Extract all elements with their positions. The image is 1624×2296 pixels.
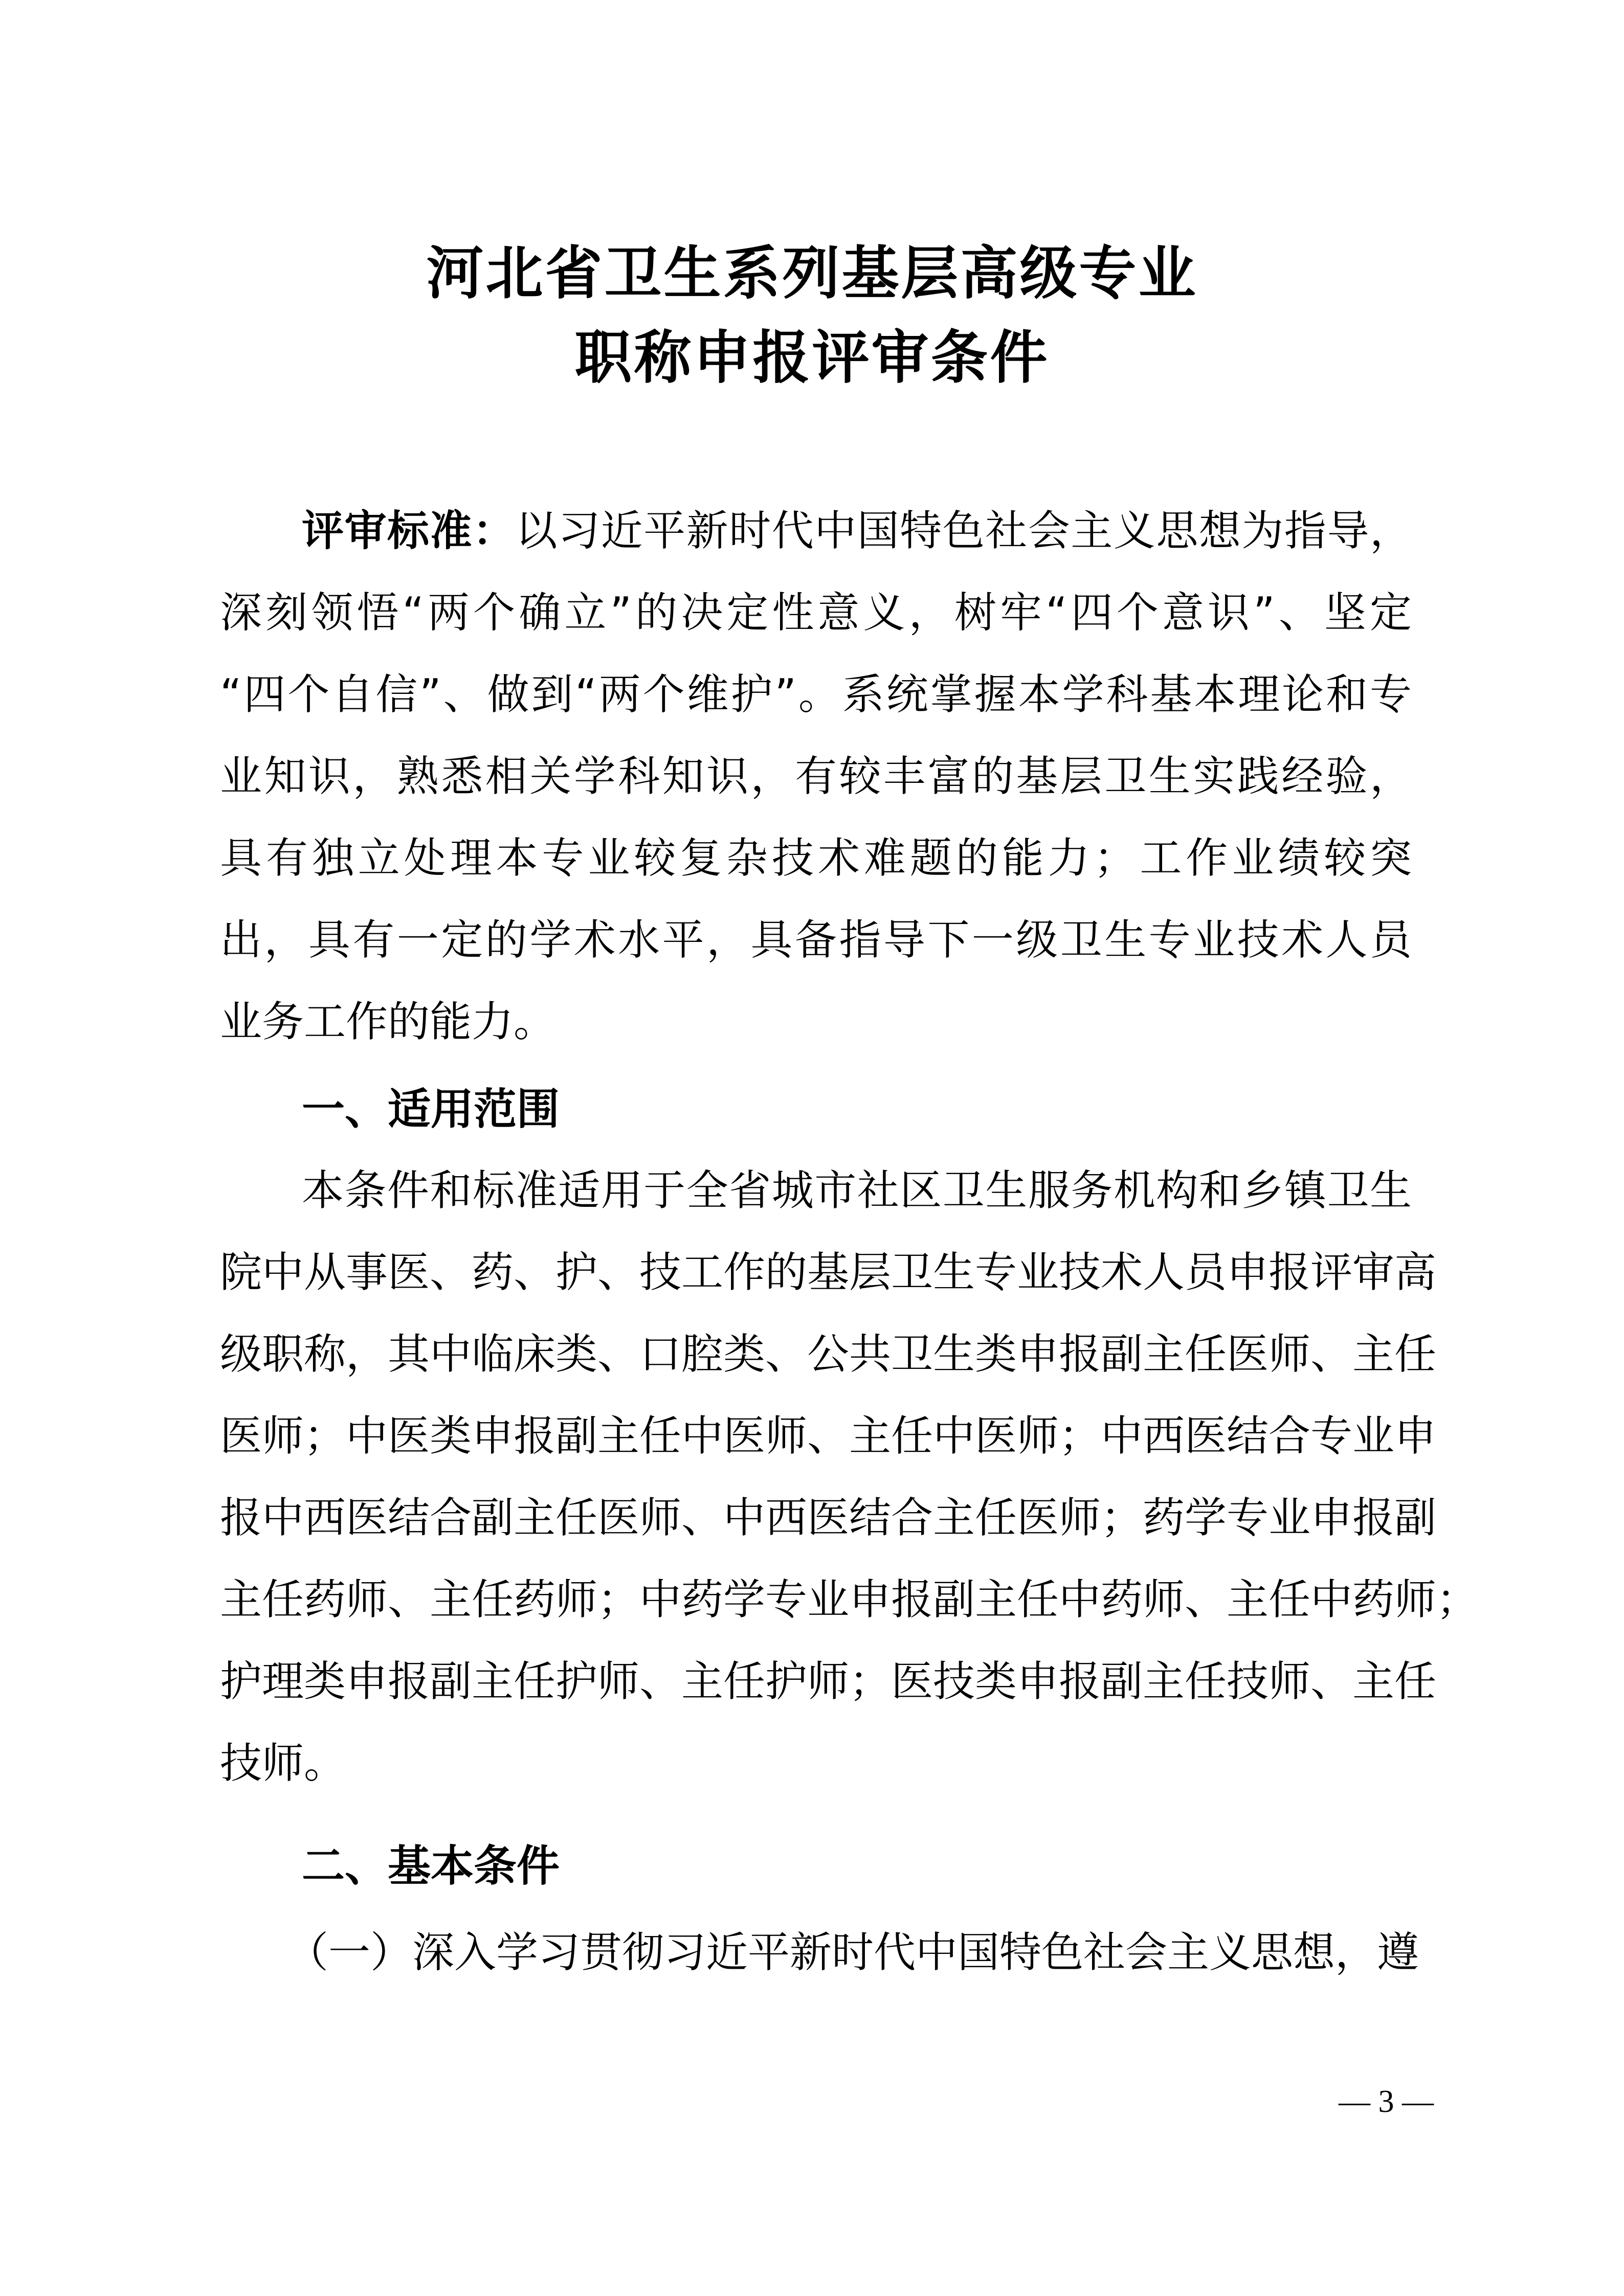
section-1-heading: 一、适用范围 bbox=[302, 1084, 560, 1134]
intro-line-7: 业务工作的能力。 bbox=[220, 998, 556, 1046]
intro-line-6: 出，具有一定的学术水平，具备指导下一级卫生专业技术人员 bbox=[220, 916, 1412, 964]
intro-label: 评审标准： bbox=[302, 507, 516, 555]
section-1-line-2: 院中从事医、药、护、技工作的基层卫生专业技术人员申报评审高 bbox=[220, 1248, 1437, 1297]
intro-line-1 bbox=[302, 491, 1412, 572]
section-1-line-5: 报中西医结合副主任医师、中西医结合主任医师；药学专业申报副 bbox=[220, 1494, 1437, 1542]
section-2-heading: 二、基本条件 bbox=[302, 1841, 560, 1891]
document-title-line-1: 河北省卫生系列基层高级专业 bbox=[426, 240, 1198, 307]
section-1-line-3: 级职称，其中临床类、口腔类、公共卫生类申报副主任医师、主任 bbox=[220, 1330, 1437, 1379]
intro-line-2: 深刻领悟“两个确立”的决定性意义，树牢“四个意识”、坚定 bbox=[220, 589, 1412, 637]
page-number: — 3 — bbox=[1339, 2084, 1434, 2119]
section-2-line-1: （一）深入学习贯彻习近平新时代中国特色社会主义思想，遵 bbox=[286, 1928, 1419, 1977]
document-title-line-2: 职称申报评审条件 bbox=[574, 324, 1050, 391]
section-1-line-1: 本条件和标准适用于全省城市社区卫生服务机构和乡镇卫生 bbox=[302, 1166, 1412, 1215]
section-1-line-4: 医师；中医类申报副主任中医师、主任中医师；中西医结合专业申 bbox=[220, 1412, 1437, 1460]
intro-line-3: “四个自信”、做到“两个维护”。系统掌握本学科基本理论和专 bbox=[220, 670, 1412, 719]
section-1-line-8: 技师。 bbox=[220, 1739, 346, 1788]
intro-line-4: 业知识，熟悉相关学科知识，有较丰富的基层卫生实践经验， bbox=[220, 752, 1412, 801]
intro-text-1: 以习近平新时代中国特色社会主义思想为指导， bbox=[515, 507, 1412, 555]
section-1-line-6: 主任药师、主任药师；中药学专业申报副主任中药师、主任中药师； bbox=[220, 1575, 1479, 1624]
section-1-line-7: 护理类申报副主任护师、主任护师；医技类申报副主任技师、主任 bbox=[220, 1657, 1437, 1706]
intro-line-5: 具有独立处理本专业较复杂技术难题的能力；工作业绩较突 bbox=[220, 834, 1412, 883]
